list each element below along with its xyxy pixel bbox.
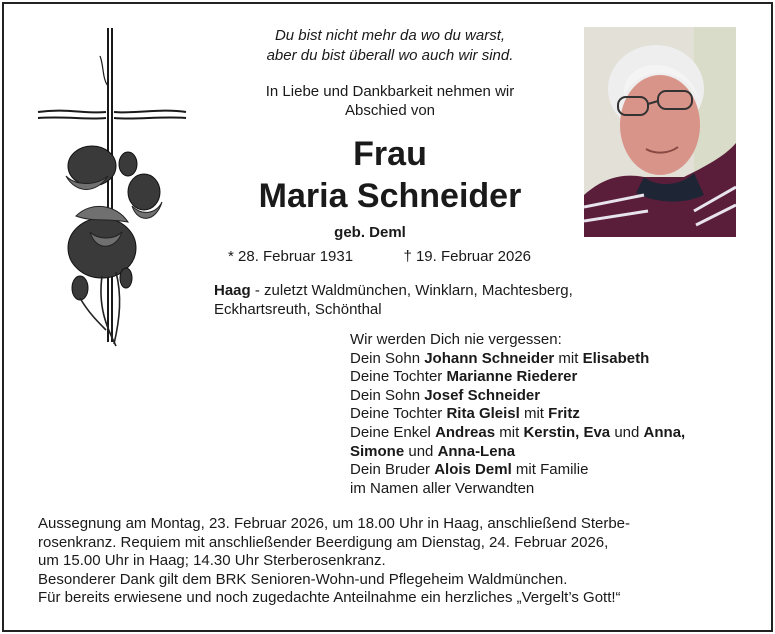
residence-rest: - zuletzt Waldmünchen, Winklarn, Machtesberg, bbox=[250, 282, 573, 299]
funeral-details bbox=[38, 515, 748, 608]
funeral-line: um 15.00 Uhr in Haag; 14.30 Uhr Sterberosenkranz. bbox=[38, 552, 386, 569]
life-dates bbox=[228, 248, 588, 265]
maiden-name: geb. Deml bbox=[334, 224, 406, 241]
mourner-line: Dein Bruder Alois Deml mit Familie bbox=[350, 461, 589, 479]
intro-text bbox=[200, 82, 580, 120]
intro-line: In Liebe und Dankbarkeit nehmen wir bbox=[265, 83, 515, 100]
mourner-line: Deine Enkel Andreas mit Kerstin, Eva und Anna, bbox=[350, 423, 686, 441]
funeral-line: Aussegnung am Montag, 23. Februar 2026, um 18.00 Uhr in Haag, anschließend Sterbe- bbox=[38, 515, 631, 532]
mourner-line: Dein Sohn Josef Schneider bbox=[350, 386, 541, 404]
intro-line: Abschied von bbox=[344, 102, 436, 119]
verse-line: aber du bist überall wo auch wir sind. bbox=[266, 47, 514, 64]
deceased-name: Maria Schneider bbox=[258, 177, 522, 215]
death-date: † 19. Februar 2026 bbox=[403, 248, 532, 265]
mourner-line: Simone und Anna-Lena bbox=[350, 442, 516, 460]
birth-date: * 28. Februar 1931 bbox=[228, 248, 354, 265]
verse-line: Du bist nicht mehr da wo du warst, bbox=[274, 27, 506, 44]
mourner-line: Deine Tochter Marianne Riederer bbox=[350, 368, 578, 386]
salutation: Frau bbox=[353, 135, 427, 173]
mourner-line: im Namen aller Verwandten bbox=[350, 479, 535, 497]
residence-line bbox=[214, 281, 674, 300]
portrait-photo bbox=[584, 27, 736, 237]
mourner-line: Dein Sohn Johann Schneider mit Elisabeth bbox=[350, 349, 650, 367]
thanks-line: Für bereits erwiesene und noch zugedachte Anteilnahme ein herzliches „Vergelt’s Gott!“ bbox=[38, 589, 621, 606]
residence-town: Haag bbox=[214, 282, 251, 299]
mourners-list bbox=[350, 331, 760, 498]
cross-with-roses-icon bbox=[36, 26, 190, 348]
funeral-line: rosenkranz. Requiem mit anschließender Beerdigung am Dienstag, 24. Februar 2026, bbox=[38, 533, 609, 551]
thanks-line: Besonderer Dank gilt dem BRK Senioren-Wohn-und Pflegeheim Waldmünchen. bbox=[38, 570, 568, 588]
residence bbox=[214, 281, 674, 319]
mourners-intro: Wir werden Dich nie vergessen: bbox=[350, 331, 562, 348]
mourner-line: Deine Tochter Rita Gleisl mit Fritz bbox=[350, 405, 580, 423]
residence-line: Eckhartsreuth, Schönthal bbox=[214, 301, 382, 318]
verse bbox=[200, 26, 580, 66]
